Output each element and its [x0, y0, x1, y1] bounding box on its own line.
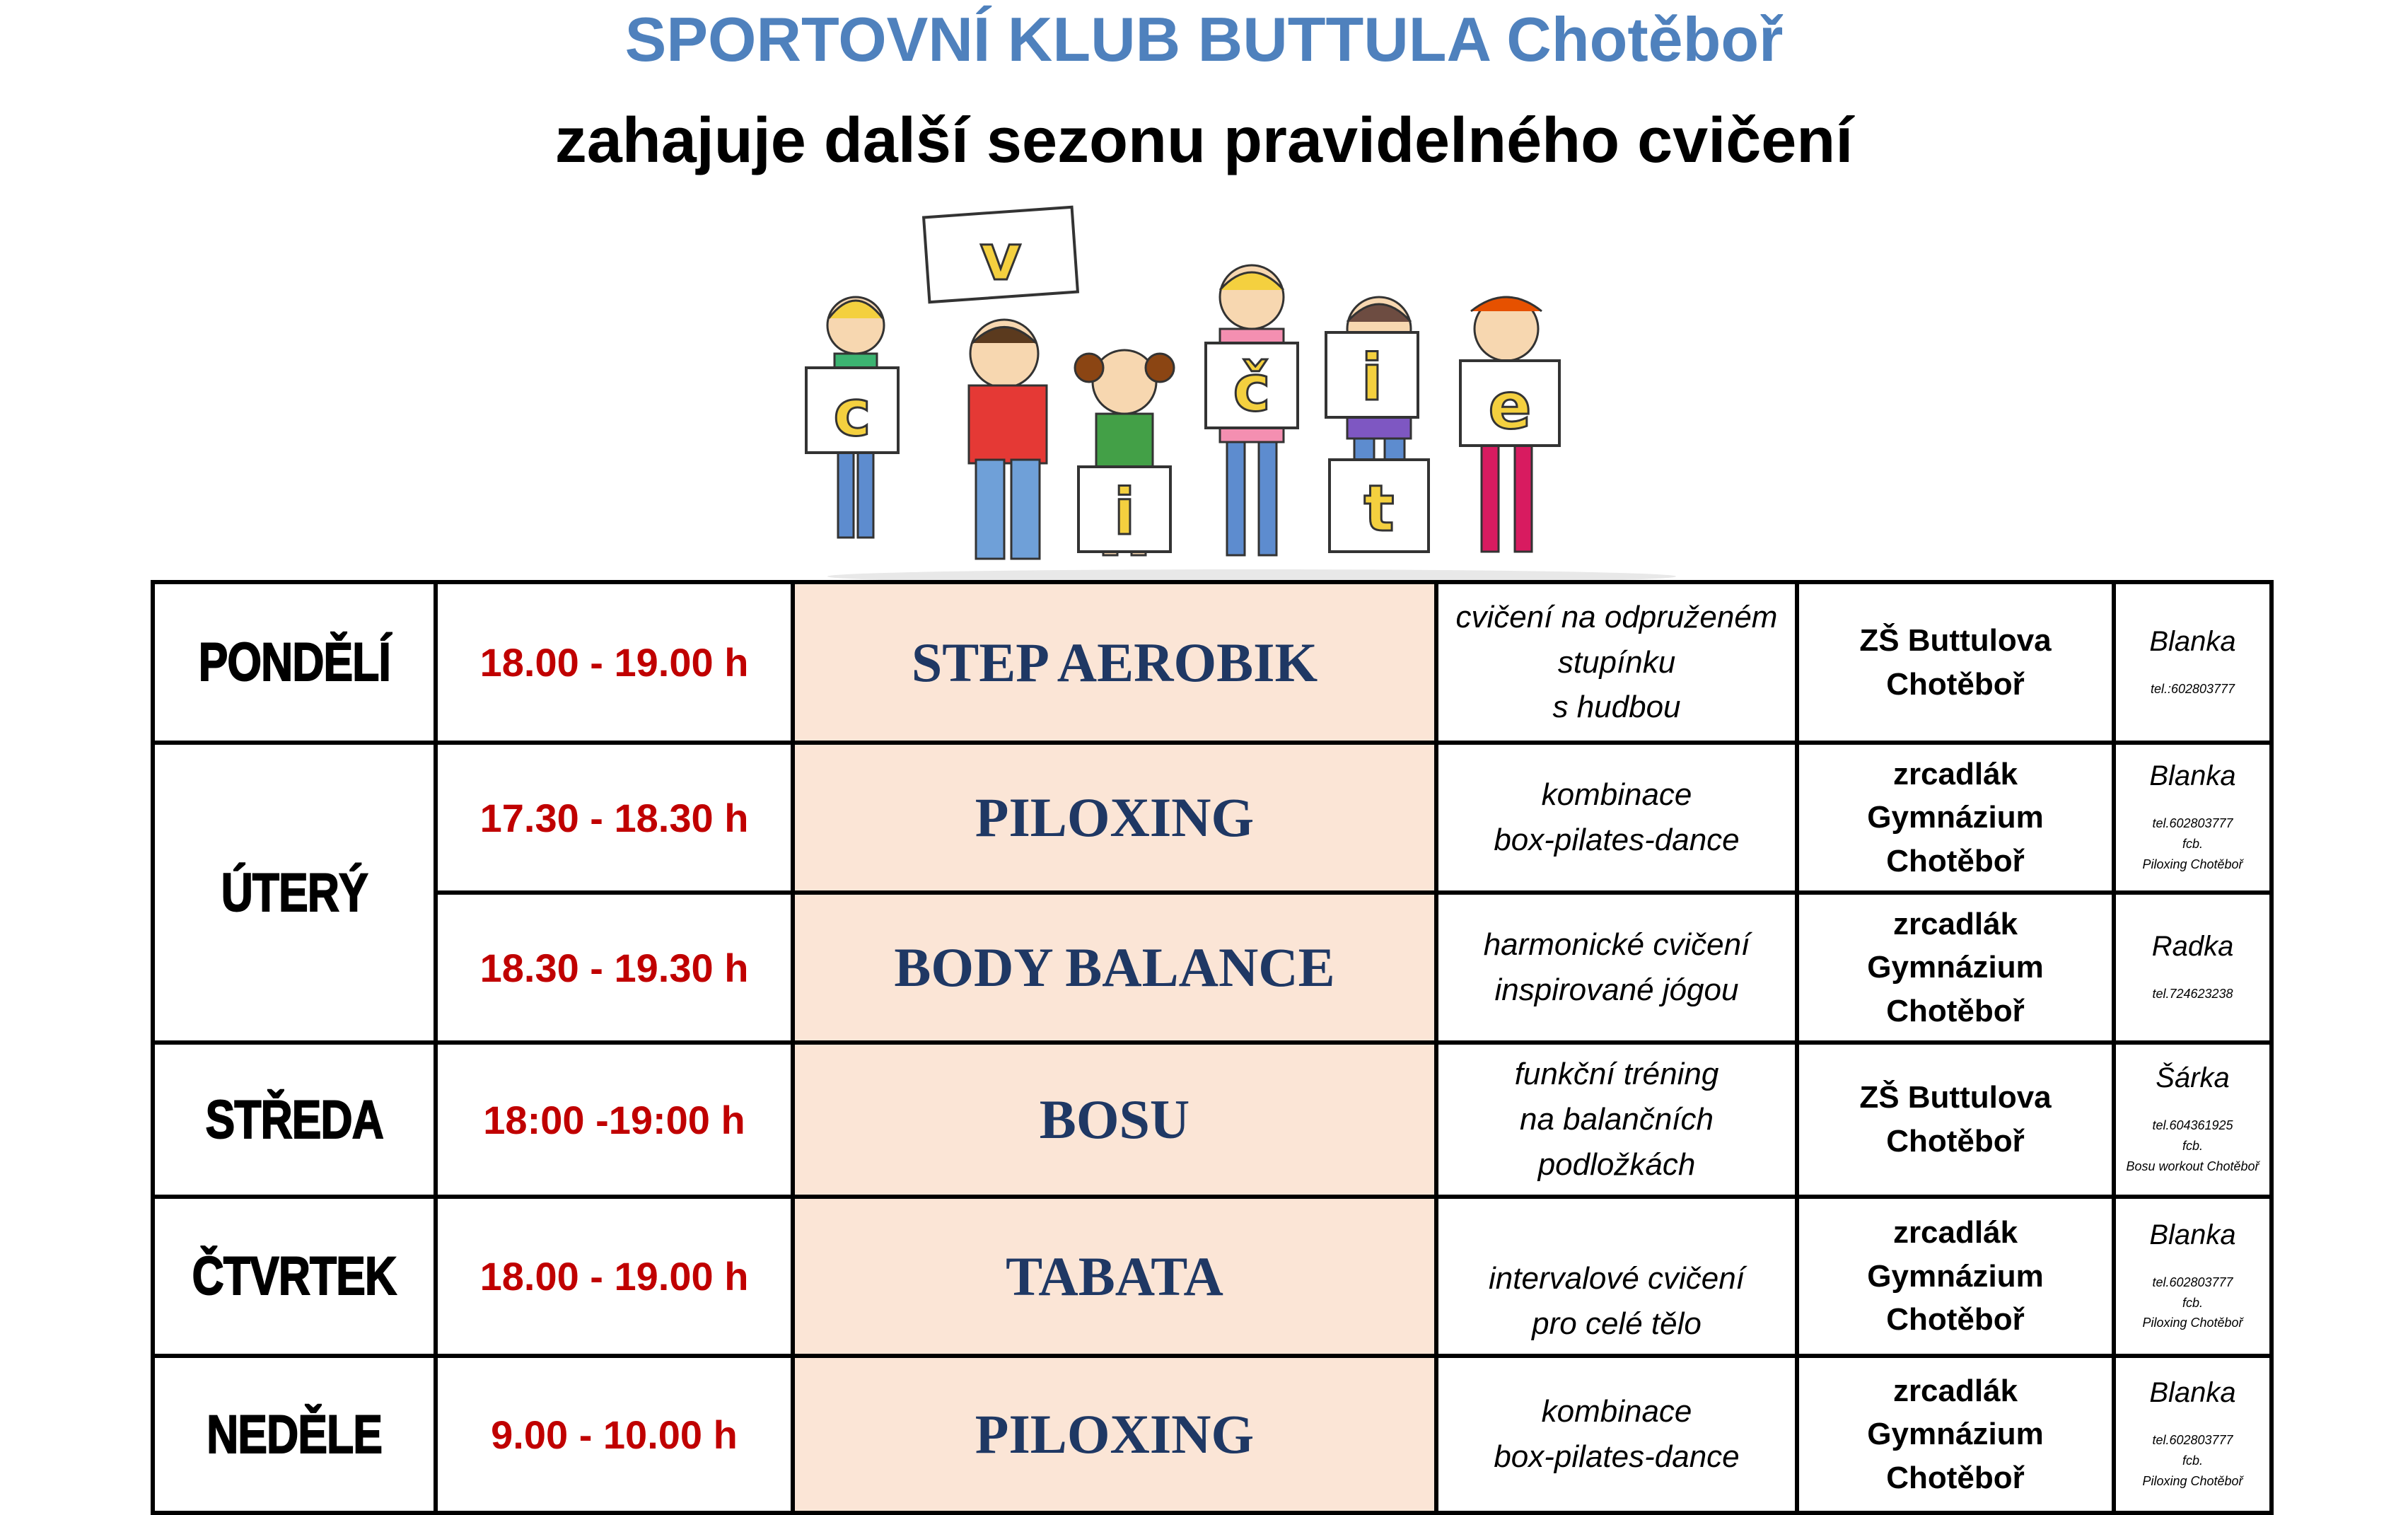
- description-cell: kombinace box-pilates-dance: [1436, 743, 1797, 893]
- time-cell: 17.30 - 18.30 h: [436, 743, 793, 893]
- activity-cell: BOSU: [793, 1043, 1436, 1197]
- instructor-cell: Blanka tel.602803777 fcb. Piloxing Chotěboř: [2114, 1197, 2272, 1356]
- schedule-row-thursday: [153, 1197, 2272, 1356]
- place-cell: ZŠ Buttulova Chotěboř: [1797, 582, 2114, 743]
- activity-cell: TABATA: [793, 1197, 1436, 1356]
- schedule-row-sunday: [153, 1356, 2272, 1513]
- day-cell: NEDĚLE: [153, 1356, 436, 1513]
- letter-card: i: [1361, 341, 1383, 415]
- place-cell: ZŠ Buttulova Chotěboř: [1797, 1043, 2114, 1197]
- schedule-row-tuesday-1: [153, 743, 2272, 893]
- place-cell: zrcadlák Gymnázium Chotěboř: [1797, 893, 2114, 1043]
- place-cell: zrcadlák Gymnázium Chotěboř: [1797, 743, 2114, 893]
- instructor-cell: Blanka tel.:602803777: [2114, 582, 2272, 743]
- activity-cell: PILOXING: [793, 743, 1436, 893]
- activity-cell: PILOXING: [793, 1356, 1436, 1513]
- time-cell: 18:00 -19:00 h: [436, 1043, 793, 1197]
- day-cell: ČTVRTEK: [153, 1197, 436, 1356]
- schedule-row-tuesday-2: [153, 893, 2272, 1043]
- day-cell: PONDĚLÍ: [153, 582, 436, 743]
- kid-3: [1075, 350, 1174, 555]
- day-cell: ÚTERÝ: [153, 743, 436, 1043]
- place-cell: zrcadlák Gymnázium Chotěboř: [1797, 1197, 2114, 1356]
- letter-card: c: [833, 376, 871, 451]
- time-cell: 9.00 - 10.00 h: [436, 1356, 793, 1513]
- time-cell: 18.30 - 19.30 h: [436, 893, 793, 1043]
- instructor-cell: Šárka tel.604361925 fcb. Bosu workout Chotěboř: [2114, 1043, 2272, 1197]
- activity-cell: BODY BALANCE: [793, 893, 1436, 1043]
- letter-card: i: [1113, 475, 1136, 550]
- description-cell: intervalové cvičení pro celé tělo: [1436, 1197, 1797, 1356]
- kid-4: [1206, 265, 1298, 555]
- kid-5: [1326, 297, 1429, 552]
- place-cell: zrcadlák Gymnázium Chotěboř: [1797, 1356, 2114, 1513]
- description-cell: cvičení na odpruženém stupínku s hudbou: [1436, 582, 1797, 743]
- day-cell: STŘEDA: [153, 1043, 436, 1197]
- schedule-table: [151, 580, 2274, 1515]
- letter-card: v: [979, 221, 1022, 295]
- description-cell: funkční tréning na balančních podložkách: [1436, 1043, 1797, 1197]
- schedule-row-monday: [153, 582, 2272, 743]
- instructor-cell: Radka tel.724623238: [2114, 893, 2272, 1043]
- description-cell: harmonické cvičení inspirované jógou: [1436, 893, 1797, 1043]
- letter-card: t: [1363, 472, 1395, 546]
- schedule-row-wednesday: [153, 1043, 2272, 1197]
- instructor-cell: Blanka tel.602803777 fcb. Piloxing Chotěboř: [2114, 1356, 2272, 1513]
- activity-cell: STEP AEROBIK: [793, 582, 1436, 743]
- description-cell: kombinace box-pilates-dance: [1436, 1356, 1797, 1513]
- kid-1: [806, 297, 898, 538]
- season-subtitle: zahajuje další sezonu pravidelného cvičení: [554, 105, 1854, 176]
- time-cell: 18.00 - 19.00 h: [436, 1197, 793, 1356]
- club-title: SPORTOVNÍ KLUB BUTTULA Chotěboř: [624, 4, 1784, 74]
- time-cell: 18.00 - 19.00 h: [436, 582, 793, 743]
- letter-card: e: [1488, 369, 1532, 443]
- kids-illustration: [799, 205, 1697, 587]
- letter-card: č: [1233, 352, 1271, 426]
- kid-6: [1460, 297, 1559, 552]
- kid-2: [924, 207, 1078, 559]
- instructor-cell: Blanka tel.602803777 fcb. Piloxing Chotěboř: [2114, 743, 2272, 893]
